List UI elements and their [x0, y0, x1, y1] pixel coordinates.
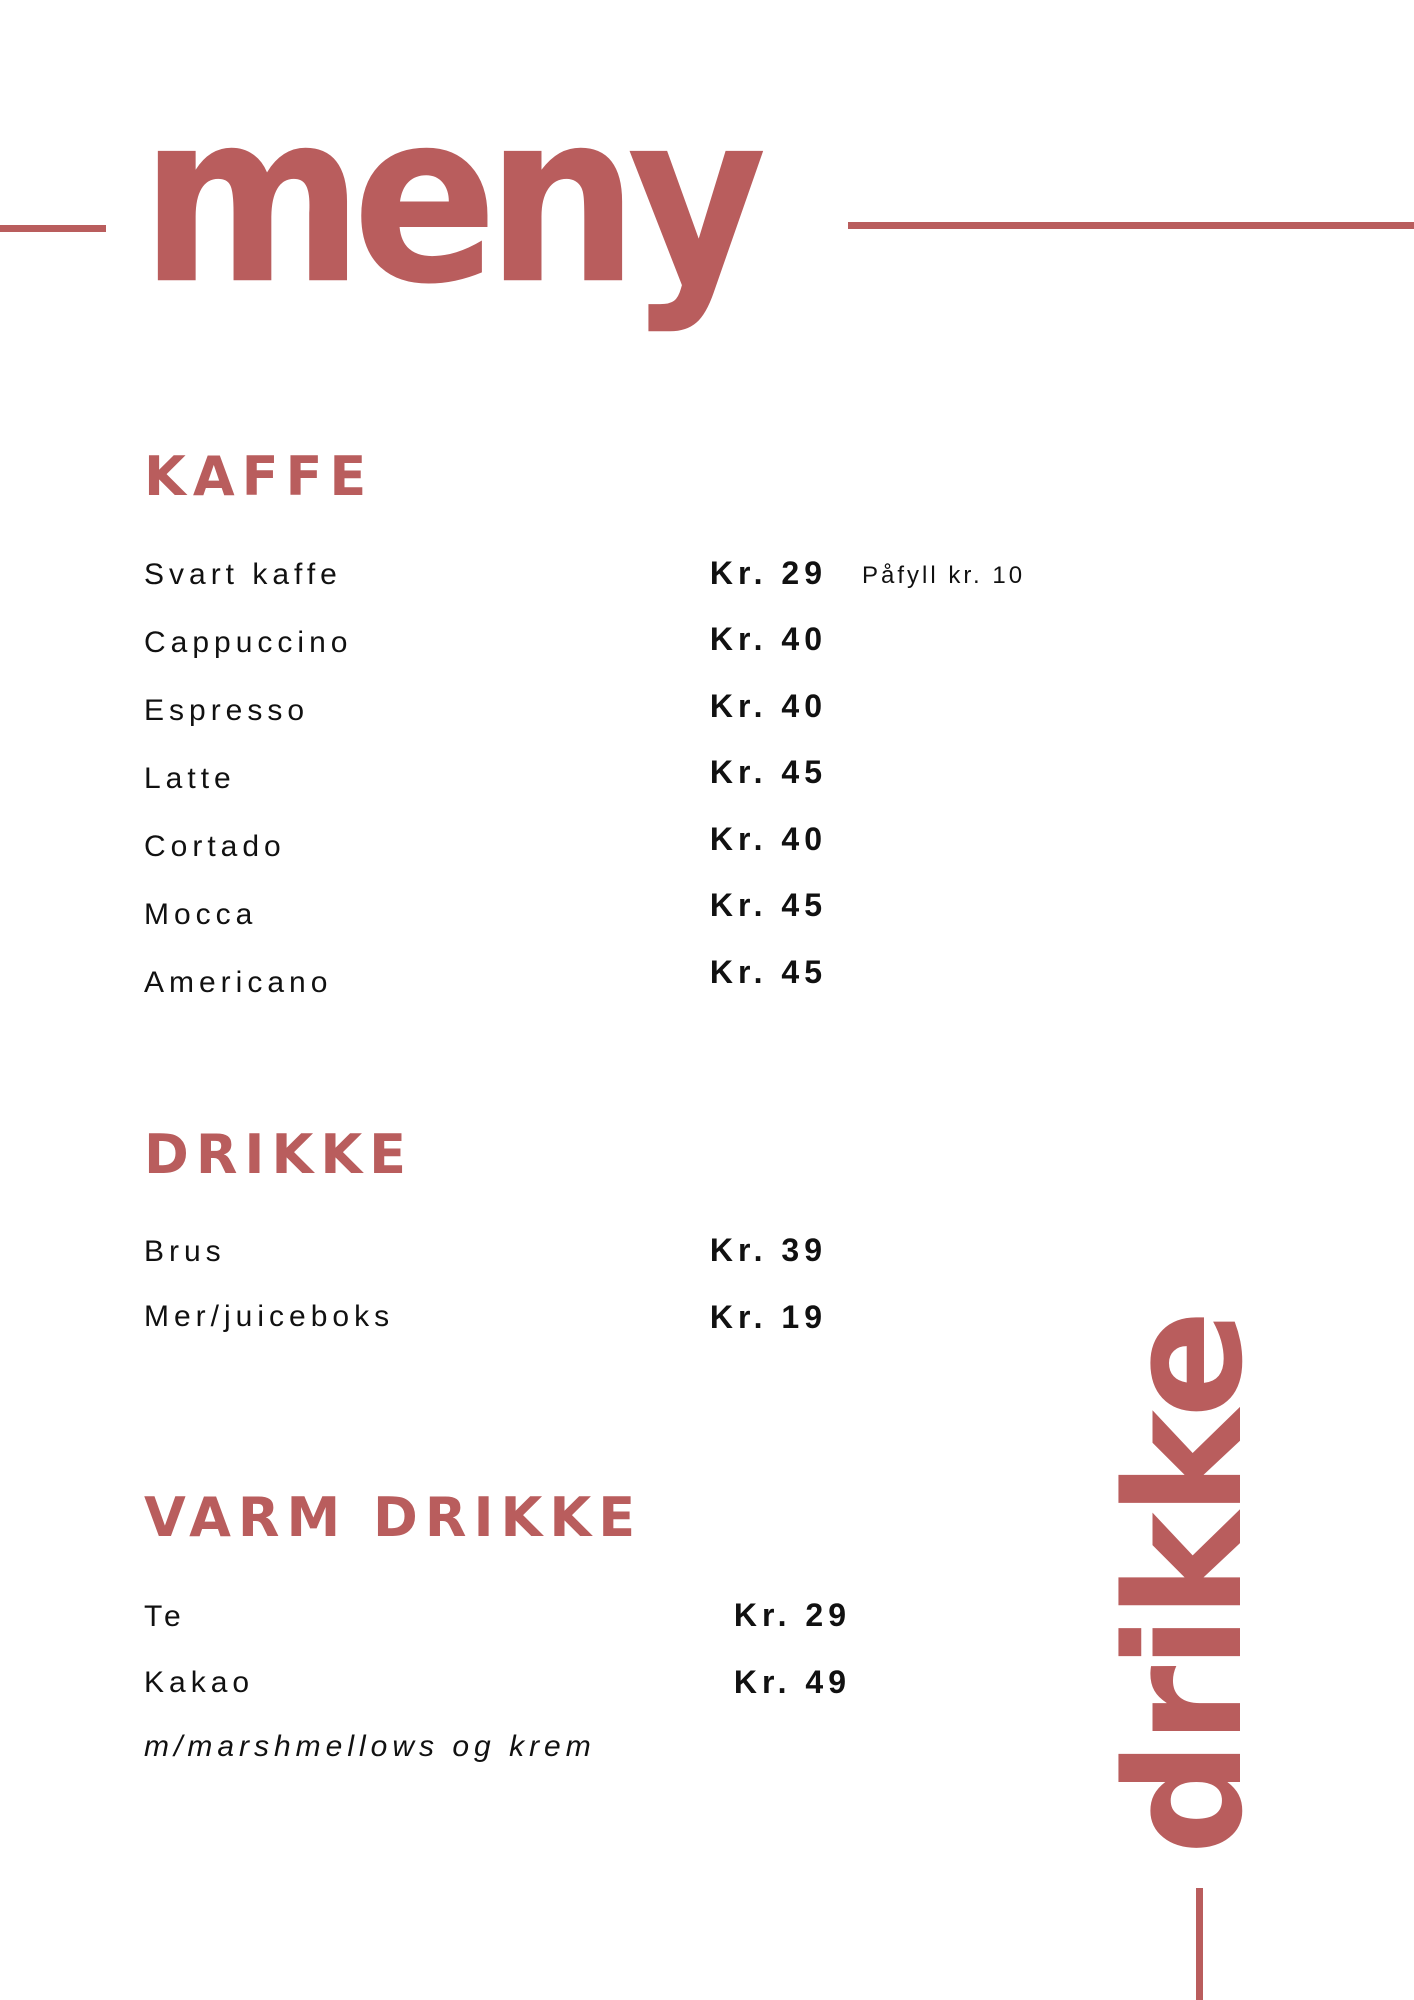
item-name: Espresso [144, 694, 310, 727]
item-name: Kakao [144, 1666, 255, 1699]
section-heading-drikke: DRIKKE [144, 1123, 414, 1186]
section-heading-kaffe: KAFFE [144, 445, 374, 508]
item-price: Kr. 29 [733, 1597, 851, 1633]
side-rule-vertical [1196, 1888, 1203, 2000]
item-name: Te [144, 1600, 186, 1633]
item-price: Kr. 40 [709, 688, 827, 724]
page-title: meny [140, 60, 756, 337]
item-price: Kr. 49 [733, 1664, 851, 1700]
refill-note: Påfyll kr. 10 [862, 562, 1026, 589]
item-price: Kr. 29 [709, 555, 827, 591]
item-name: Mer/juiceboks [144, 1300, 395, 1333]
item-name: Svart kaffe [144, 558, 342, 591]
title-rule-left [0, 225, 106, 232]
item-price: Kr. 40 [709, 621, 827, 657]
item-name: Mocca [144, 898, 258, 931]
item-name: Brus [144, 1235, 226, 1268]
title-rule-right [848, 222, 1414, 229]
item-price: Kr. 45 [709, 887, 827, 923]
item-price: Kr. 19 [709, 1299, 827, 1335]
item-price: Kr. 39 [709, 1232, 827, 1268]
item-name: Latte [144, 762, 236, 795]
kakao-note: m/marshmellows og krem [144, 1730, 596, 1763]
item-name: Cortado [144, 830, 286, 863]
item-name: Americano [144, 966, 333, 999]
item-price: Kr. 45 [709, 754, 827, 790]
item-price: Kr. 45 [709, 954, 827, 990]
item-price: Kr. 40 [709, 821, 827, 857]
section-heading-varm-drikke: VARM DRIKKE [144, 1486, 643, 1549]
item-name: Cappuccino [144, 626, 353, 659]
side-label: drikke [1091, 1313, 1278, 1855]
